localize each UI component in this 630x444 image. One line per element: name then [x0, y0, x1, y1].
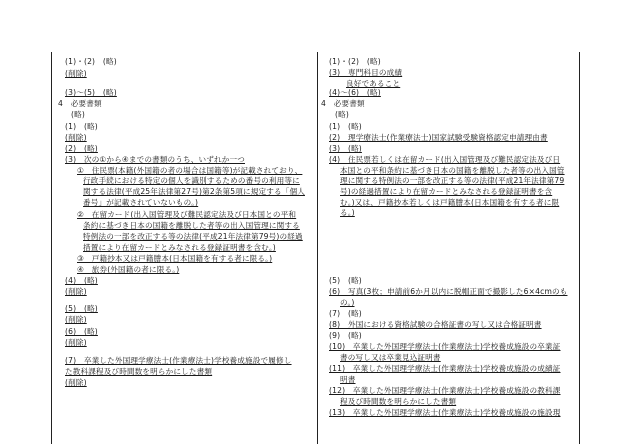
right-column [317, 52, 579, 444]
right-line: (7) (略) [329, 309, 362, 318]
right-line: 号)の経過措置により在留カードとみなされる登録証明書を含 [340, 187, 553, 196]
right-line: (5) (略) [329, 276, 362, 285]
left-line: た教科課程及び時間数を明らかにした書類 [65, 367, 213, 376]
right-line: 程及び時間数を明らかにした書類 [340, 397, 457, 406]
right-line: (8) 外国における資格試験の合格証書の写し又は合格証明書 [329, 320, 542, 329]
right-line: (1)・(2) (略) [329, 57, 381, 66]
right-line: 本国との平和条約に基づき日本の国籍を離脱した者等の出入国管 [340, 166, 565, 175]
left-line: (削除) [65, 69, 87, 78]
left-line: 行政手続における特定の個人を識別するための番号の利用等に [83, 176, 300, 185]
right-line: る。) [340, 208, 355, 217]
right-line: (10) 卒業した外国理学療法士(作業療法士)学校養成施設の卒業証 [329, 342, 561, 351]
right-line: (略) [335, 110, 349, 119]
left-line: 4 必要書類 [58, 99, 102, 108]
right-border [579, 52, 580, 444]
right-line: の。) [340, 298, 355, 307]
left-line: (略) [71, 110, 85, 119]
left-line: ② 在留カード(出入国管理及び難民認定法及び日本国との平和 [77, 210, 297, 219]
right-line: (3) 専門科目の成績 [329, 68, 403, 77]
right-line: 理に関する特例法の一部を改正する等の法律(平成21年法律第79 [340, 176, 565, 185]
left-line: ① 住民票(本籍(外国籍の者の場合は国籍等)が記載されており、 [77, 166, 303, 175]
right-line: (4)～(6) (略) [329, 88, 381, 97]
left-line: (2) (略) [65, 144, 98, 153]
left-line: ④ 旅券(外国籍の者に限る。) [77, 265, 180, 274]
left-line: (5) (略) [65, 304, 98, 313]
left-line: (1) (略) [65, 122, 98, 131]
left-line: 条約に基づき日本の国籍を離脱した者等の出入国管理に関する [83, 221, 300, 230]
left-line: (削除) [65, 338, 87, 347]
right-line: 書の写し又は卒業見込証明書 [340, 353, 441, 362]
left-line: (削除) [65, 378, 87, 387]
left-line: (1)・(2) (略) [65, 57, 117, 66]
right-line: 4 必要書類 [321, 99, 365, 108]
left-line: 関する法律(平成25年法律第27号)第2条第5項に規定する「個人 [83, 187, 305, 196]
right-line: (3) (略) [329, 144, 362, 153]
left-line: (4) (略) [65, 276, 98, 285]
left-line: (6) (略) [65, 327, 98, 336]
right-line: (6) 写真(3枚；申請前6か月以内に脱帽正面で撮影した6×4cmのも [329, 287, 568, 296]
right-line: (9) (略) [329, 331, 362, 340]
left-line: (削除) [65, 287, 87, 296]
left-line: 措置により在留カードとみなされる登録証明書を含む。) [83, 243, 276, 252]
right-line: (11) 卒業した外国理学療法士(作業療法士)学校養成施設の成績証 [329, 364, 561, 373]
right-line: む。)又は、戸籍抄本若しくは戸籍謄本(日本国籍を有する者に限 [340, 198, 560, 207]
left-line: (削除) [65, 315, 87, 324]
right-line: 良好であること [346, 79, 401, 88]
left-line: (7) 卒業した外国理学療法士(作業療法士)学校養成施設で履修し [65, 356, 292, 365]
right-line: (4) 住民票若しくは在留カード(出入国管理及び難民認定法及び日 [329, 155, 561, 164]
left-line: (3) 次の①から④までの書類のうち、いずれか一つ [65, 155, 245, 164]
right-line: (13) 卒業した外国理学療法士(作業療法士)学校養成施設の施設現 [329, 408, 561, 417]
left-line: (3)～(5) (略) [65, 88, 117, 97]
left-column [52, 52, 316, 444]
left-line: (削除) [65, 133, 87, 142]
right-line: (12) 卒業した外国理学療法士(作業療法士)学校養成施設の教科課 [329, 386, 561, 395]
left-line: 番号」が記載されていないもの。) [83, 198, 199, 207]
left-line: ③ 戸籍抄本又は戸籍謄本(日本国籍を有する者に限る。) [77, 254, 273, 263]
right-line: (2) 理学療法士(作業療法士)国家試験受験資格認定申請理由書 [329, 133, 548, 142]
right-line: (1) (略) [329, 122, 362, 131]
right-line: 明書 [340, 375, 356, 384]
left-line: 特例法の一部を改正する等の法律(平成21年法律第79号)の経過 [83, 232, 303, 241]
